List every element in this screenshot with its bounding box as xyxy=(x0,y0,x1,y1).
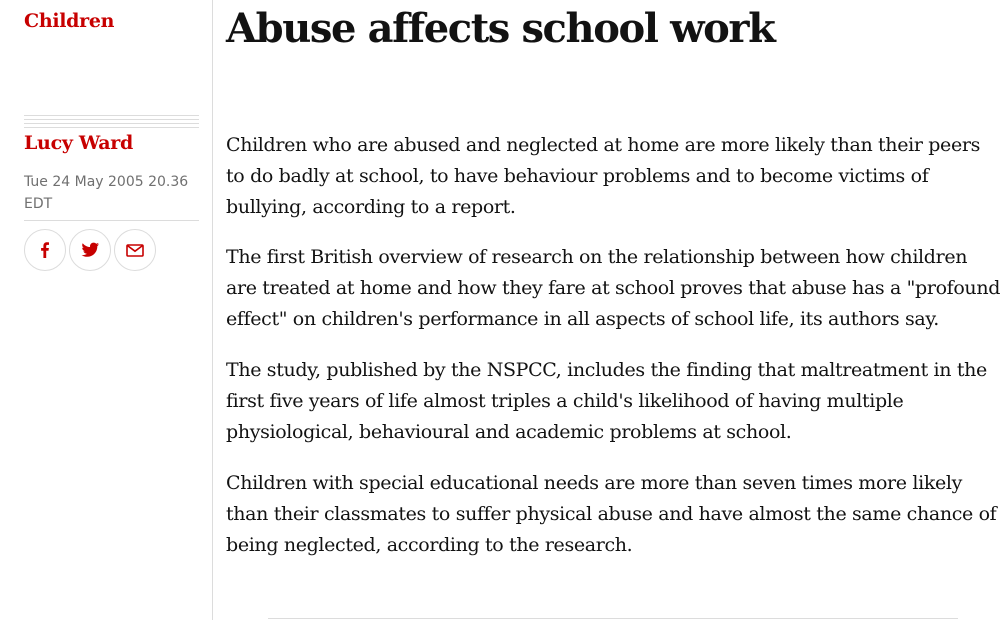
article-paragraph: Children with special educational needs are more than seven times more likely than their classmates to suffer physical abuse and have almost the same chance of being neglected, according to the research. xyxy=(226,472,997,556)
author-link[interactable]: Lucy Ward xyxy=(24,132,133,154)
share-twitter-button[interactable] xyxy=(69,229,111,271)
facebook-icon xyxy=(36,241,54,259)
section-link[interactable]: Children xyxy=(24,10,115,32)
twitter-icon xyxy=(80,241,100,259)
meta-divider xyxy=(24,220,199,221)
publish-date: Tue 24 May 2005 20.36 EDT xyxy=(24,174,189,212)
article-paragraph: The first British overview of research on the relationship between how children are treated at home and how they fare at school proves that abuse has a "profound effect" on children's performance in all aspects of school life, its authors say. xyxy=(226,246,1001,330)
article-paragraph: Children who are abused and neglected at home are more likely than their peers to do badly at school, to have behaviour problems and to become victims of bullying, according to a report. xyxy=(226,134,980,218)
share-email-button[interactable] xyxy=(114,229,156,271)
article-paragraph: The study, published by the NSPCC, includes the finding that maltreatment in the first five years of life almost triples a child's likelihood of having multiple physiological, behavioural and academic problems at school. xyxy=(226,359,987,443)
content-divider xyxy=(268,618,958,619)
article-headline: Abuse affects school work xyxy=(226,5,775,52)
share-buttons xyxy=(24,229,156,271)
email-icon xyxy=(125,242,145,258)
column-divider xyxy=(212,0,213,620)
section-rules xyxy=(24,115,199,131)
article-body xyxy=(226,130,1001,581)
share-facebook-button[interactable] xyxy=(24,229,66,271)
